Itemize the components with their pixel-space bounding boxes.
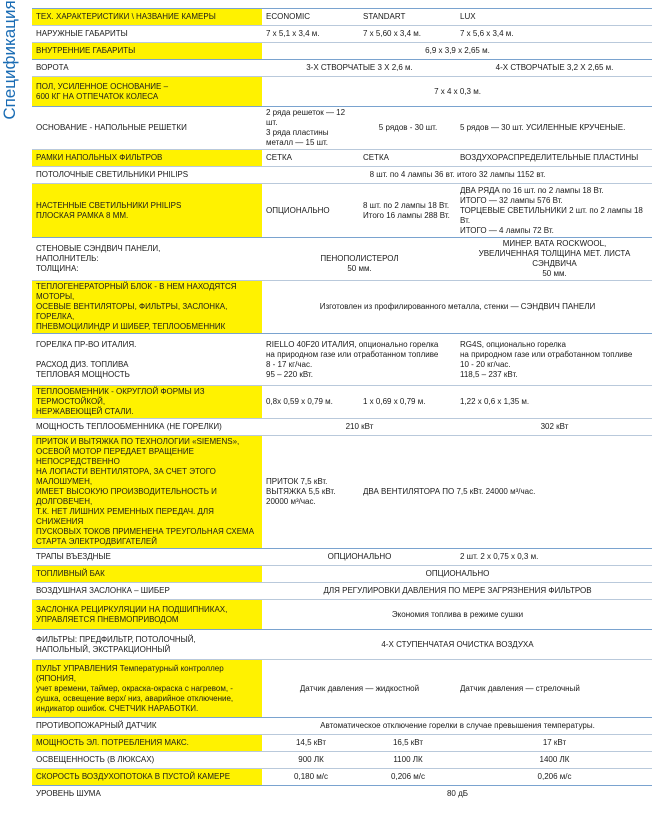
row-value: ОПЦИОНАЛЬНО	[262, 566, 652, 583]
row-value: 1 х 0,69 х 0,79 м.	[359, 386, 456, 419]
table-row	[32, 630, 652, 660]
row-label: ПРОТИВОПОЖАРНЫЙ ДАТЧИК	[32, 718, 262, 735]
table-row	[32, 752, 652, 769]
row-value: ДВА ВЕНТИЛЯТОРА ПО 7,5 кВт. 24000 м³/час.	[359, 436, 652, 549]
row-value: ПЕНОПОЛИСТЕРОЛ 50 мм.	[262, 238, 456, 281]
row-value: ОПЦИОНАЛЬНО	[262, 549, 456, 566]
row-value: ОПЦИОНАЛЬНО	[262, 184, 359, 238]
row-value: 1,22 х 0,6 х 1,35 м.	[456, 386, 652, 419]
row-value: ДВА РЯДА по 16 шт. по 2 лампы 18 Вт. ИТОГО — 32 лампы 576 Вт. ТОРЦЕВЫЕ СВЕТИЛЬНИКИ 2 шт. по 2 лампы 18 Вт. ИТОГО — 4 лампы 72 Вт.	[456, 184, 652, 238]
row-value: 80 дБ	[262, 786, 652, 803]
row-value: 0,206 м/с	[456, 769, 652, 786]
row-value: 7 х 5,1 х 3,4 м.	[262, 26, 359, 43]
table-row	[32, 184, 652, 238]
spec-table	[32, 8, 652, 803]
row-value: МИНЕР. ВАТА ROCKWOOL, УВЕЛИЧЕННАЯ ТОЛЩИНА МЕТ. ЛИСТА СЭНДВИЧА 50 мм.	[456, 238, 652, 281]
table-row	[32, 786, 652, 803]
table-header-row	[32, 9, 652, 26]
table-row	[32, 436, 652, 549]
row-label: ПОЛ, УСИЛЕННОЕ ОСНОВАНИЕ – 600 КГ НА ОТПЕЧАТОК КОЛЕСА	[32, 77, 262, 107]
side-title	[0, 0, 22, 120]
table-row	[32, 281, 652, 334]
row-value: 8 шт. по 2 лампы 18 Вт. Итого 16 лампы 288 Вт.	[359, 184, 456, 238]
row-label: МОЩНОСТЬ ТЕПЛООБМЕННИКА (НЕ ГОРЕЛКИ)	[32, 419, 262, 436]
row-label: УРОВЕНЬ ШУМА	[32, 786, 262, 803]
row-label: ВОРОТА	[32, 60, 262, 77]
row-label: ГОРЕЛКА ПР-ВО ИТАЛИЯ. РАСХОД ДИЗ. ТОПЛИВА ТЕПЛОВАЯ МОЩНОСТЬ	[32, 334, 262, 386]
table-row	[32, 419, 652, 436]
row-value: 302 кВт	[456, 419, 652, 436]
row-label: МОЩНОСТЬ ЭЛ. ПОТРЕБЛЕНИЯ МАКС.	[32, 735, 262, 752]
row-label: ТЕПЛООБМЕННИК - ОКРУГЛОЙ ФОРМЫ ИЗ ТЕРМОСТОЙКОЙ, НЕРЖАВЕЮЩЕЙ СТАЛИ.	[32, 386, 262, 419]
row-value: 0,180 м/с	[262, 769, 359, 786]
table-row	[32, 150, 652, 167]
row-value: 900 ЛК	[262, 752, 359, 769]
table-row	[32, 107, 652, 150]
row-label: ТРАПЫ ВЪЕЗДНЫЕ	[32, 549, 262, 566]
row-label: СКОРОСТЬ ВОЗДУХОПОТОКА В ПУСТОЙ КАМЕРЕ	[32, 769, 262, 786]
row-label: ОСВЕЩЕННОСТЬ (В ЛЮКСАХ)	[32, 752, 262, 769]
row-label: РАМКИ НАПОЛЬНЫХ ФИЛЬТРОВ	[32, 150, 262, 167]
table-row	[32, 600, 652, 630]
row-label: ЗАСЛОНКА РЕЦИРКУЛЯЦИИ НА ПОДШИПНИКАХ, УПРАВЛЯЕТСЯ ПНЕВМОПРИВОДОМ	[32, 600, 262, 630]
row-value: 2 ряда решеток — 12 шт. 3 ряда пластины металл — 15 шт.	[262, 107, 359, 150]
row-value: 3-Х СТВОРЧАТЫЕ 3 Х 2,6 м.	[262, 60, 456, 77]
row-value: 7 х 5,60 х 3,4 м.	[359, 26, 456, 43]
row-value: Автоматическое отключение горелки в случае превышения температуры.	[262, 718, 652, 735]
row-value: ДЛЯ РЕГУЛИРОВКИ ДАВЛЕНИЯ ПО МЕРЕ ЗАГРЯЗНЕНИЯ ФИЛЬТРОВ	[262, 583, 652, 600]
table-row	[32, 735, 652, 752]
table-row	[32, 167, 652, 184]
row-value: Экономия топлива в режиме сушки	[262, 600, 652, 630]
row-label: ПРИТОК И ВЫТЯЖКА ПО ТЕХНОЛОГИИ «SIEMENS», ОСЕВОЙ МОТОР ПЕРЕДАЕТ ВРАЩЕНИЕ НЕПОСРЕДСТВЕННО НА ЛОПАСТИ ВЕНТИЛЯТОРА, ЗА СЧЕТ ЭТОГО МАЛОШУМЕН, ИМЕЕТ ВЫСОКУЮ ПРОИЗВОДИТЕЛЬНОСТЬ И ДОЛГОВЕЧЕН, Т.К. НЕТ ЛИШНИХ РЕМЕННЫХ ПЕРЕДАЧ. ДЛЯ СНИЖЕНИЯ ПУСКОВЫХ ТОКОВ ПРИМЕНЕНА ТРЕУГОЛЬНАЯ СХЕМА СТАРТА ЭЛЕКТРОДВИГАТЕЛЕЙ	[32, 436, 262, 549]
row-value: СЕТКА	[359, 150, 456, 167]
row-value: 2 шт. 2 х 0,75 х 0,3 м.	[456, 549, 652, 566]
row-label: НАРУЖНЫЕ ГАБАРИТЫ	[32, 26, 262, 43]
row-value: ПРИТОК 7,5 кВт. ВЫТЯЖКА 5,5 кВт. 20000 м³/час.	[262, 436, 359, 549]
table-row	[32, 566, 652, 583]
row-value: 4-Х СТВОРЧАТЫЕ 3,2 Х 2,65 м.	[456, 60, 652, 77]
row-value: 1400 ЛК	[456, 752, 652, 769]
table-row	[32, 77, 652, 107]
row-value: Изготовлен из профилированного металла, стенки — СЭНДВИЧ ПАНЕЛИ	[262, 281, 652, 334]
table-row	[32, 26, 652, 43]
row-label: СТЕНОВЫЕ СЭНДВИЧ ПАНЕЛИ, НАПОЛНИТЕЛЬ: ТОЛЩИНА:	[32, 238, 262, 281]
header-label: ТЕХ. ХАРАКТЕРИСТИКИ \ НАЗВАНИЕ КАМЕРЫ	[32, 9, 262, 26]
header-lux: LUX	[456, 9, 652, 26]
table-row	[32, 386, 652, 419]
row-label: ВНУТРЕННИЕ ГАБАРИТЫ	[32, 43, 262, 60]
row-value: 0,8х 0,59 х 0,79 м.	[262, 386, 359, 419]
row-label: ПУЛЬТ УПРАВЛЕНИЯ Температурный контроллер (ЯПОНИЯ, учет времени, таймер, окраска-окраска с нагревом, - сушка, освещение верх/ низ, аварийное отключение, индикатор ошибок. СЧЕТЧИК НАРАБОТКИ.	[32, 660, 262, 718]
row-value: 6,9 х 3,9 х 2,65 м.	[262, 43, 652, 60]
row-value: 1100 ЛК	[359, 752, 456, 769]
table-row	[32, 769, 652, 786]
row-value: 210 кВт	[262, 419, 456, 436]
table-row	[32, 238, 652, 281]
table-row	[32, 660, 652, 718]
side-title-text: Спецификация	[0, 0, 19, 120]
row-value: 8 шт. по 4 лампы 36 вт. итого 32 лампы 1152 вт.	[262, 167, 652, 184]
row-label: ОСНОВАНИЕ - НАПОЛЬНЫЕ РЕШЕТКИ	[32, 107, 262, 150]
row-value: 17 кВт	[456, 735, 652, 752]
row-label: ВОЗДУШНАЯ ЗАСЛОНКА – ШИБЕР	[32, 583, 262, 600]
row-value: 4-Х СТУПЕНЧАТАЯ ОЧИСТКА ВОЗДУХА	[262, 630, 652, 660]
table-row	[32, 583, 652, 600]
row-label: ПОТОЛОЧНЫЕ СВЕТИЛЬНИКИ PHILIPS	[32, 167, 262, 184]
row-value: Датчик давления — жидкостной	[262, 660, 456, 718]
row-value: 5 рядов - 30 шт.	[359, 107, 456, 150]
row-label: ТОПЛИВНЫЙ БАК	[32, 566, 262, 583]
table-row	[32, 43, 652, 60]
row-value: RIELLO 40F20 ИТАЛИЯ, опционально горелка на природном газе или отработанном топливе 8 - 17 кг/час. 95 – 220 кВт.	[262, 334, 456, 386]
row-label: НАСТЕННЫЕ СВЕТИЛЬНИКИ PHILIPS ПЛОСКАЯ РАМКА 8 ММ.	[32, 184, 262, 238]
row-label: ФИЛЬТРЫ: ПРЕДФИЛЬТР, ПОТОЛОЧНЫЙ, НАПОЛЬНЫЙ, ЭКСТРАКЦИОННЫЙ	[32, 630, 262, 660]
table-row	[32, 718, 652, 735]
row-value: 5 рядов — 30 шт. УСИЛЕННЫЕ КРУЧЕНЫЕ.	[456, 107, 652, 150]
row-value: 14,5 кВт	[262, 735, 359, 752]
row-label: ТЕПЛОГЕНЕРАТОРНЫЙ БЛОК - В НЕМ НАХОДЯТСЯ МОТОРЫ, ОСЕВЫЕ ВЕНТИЛЯТОРЫ, ФИЛЬТРЫ, ЗАСЛОНКА, ГОРЕЛКА, ПНЕВМОЦИЛИНДР И ШИБЕР, ТЕПЛООБМЕННИК	[32, 281, 262, 334]
row-value: 0,206 м/с	[359, 769, 456, 786]
row-value: ВОЗДУХОРАСПРЕДЕЛИТЕЛЬНЫЕ ПЛАСТИНЫ	[456, 150, 652, 167]
row-value: 16,5 кВт	[359, 735, 456, 752]
row-value: RG4S, опционально горелка на природном газе или отработанном топливе 10 - 20 кг/час. 118,5 – 237 кВт.	[456, 334, 652, 386]
table-row	[32, 60, 652, 77]
row-value: 7 х 4 х 0,3 м.	[262, 77, 652, 107]
table-row	[32, 334, 652, 386]
header-standart: STANDART	[359, 9, 456, 26]
row-value: 7 х 5,6 х 3,4 м.	[456, 26, 652, 43]
row-value: Датчик давления — стрелочный	[456, 660, 652, 718]
row-value: СЕТКА	[262, 150, 359, 167]
table-row	[32, 549, 652, 566]
header-economic: ECONOMIC	[262, 9, 359, 26]
